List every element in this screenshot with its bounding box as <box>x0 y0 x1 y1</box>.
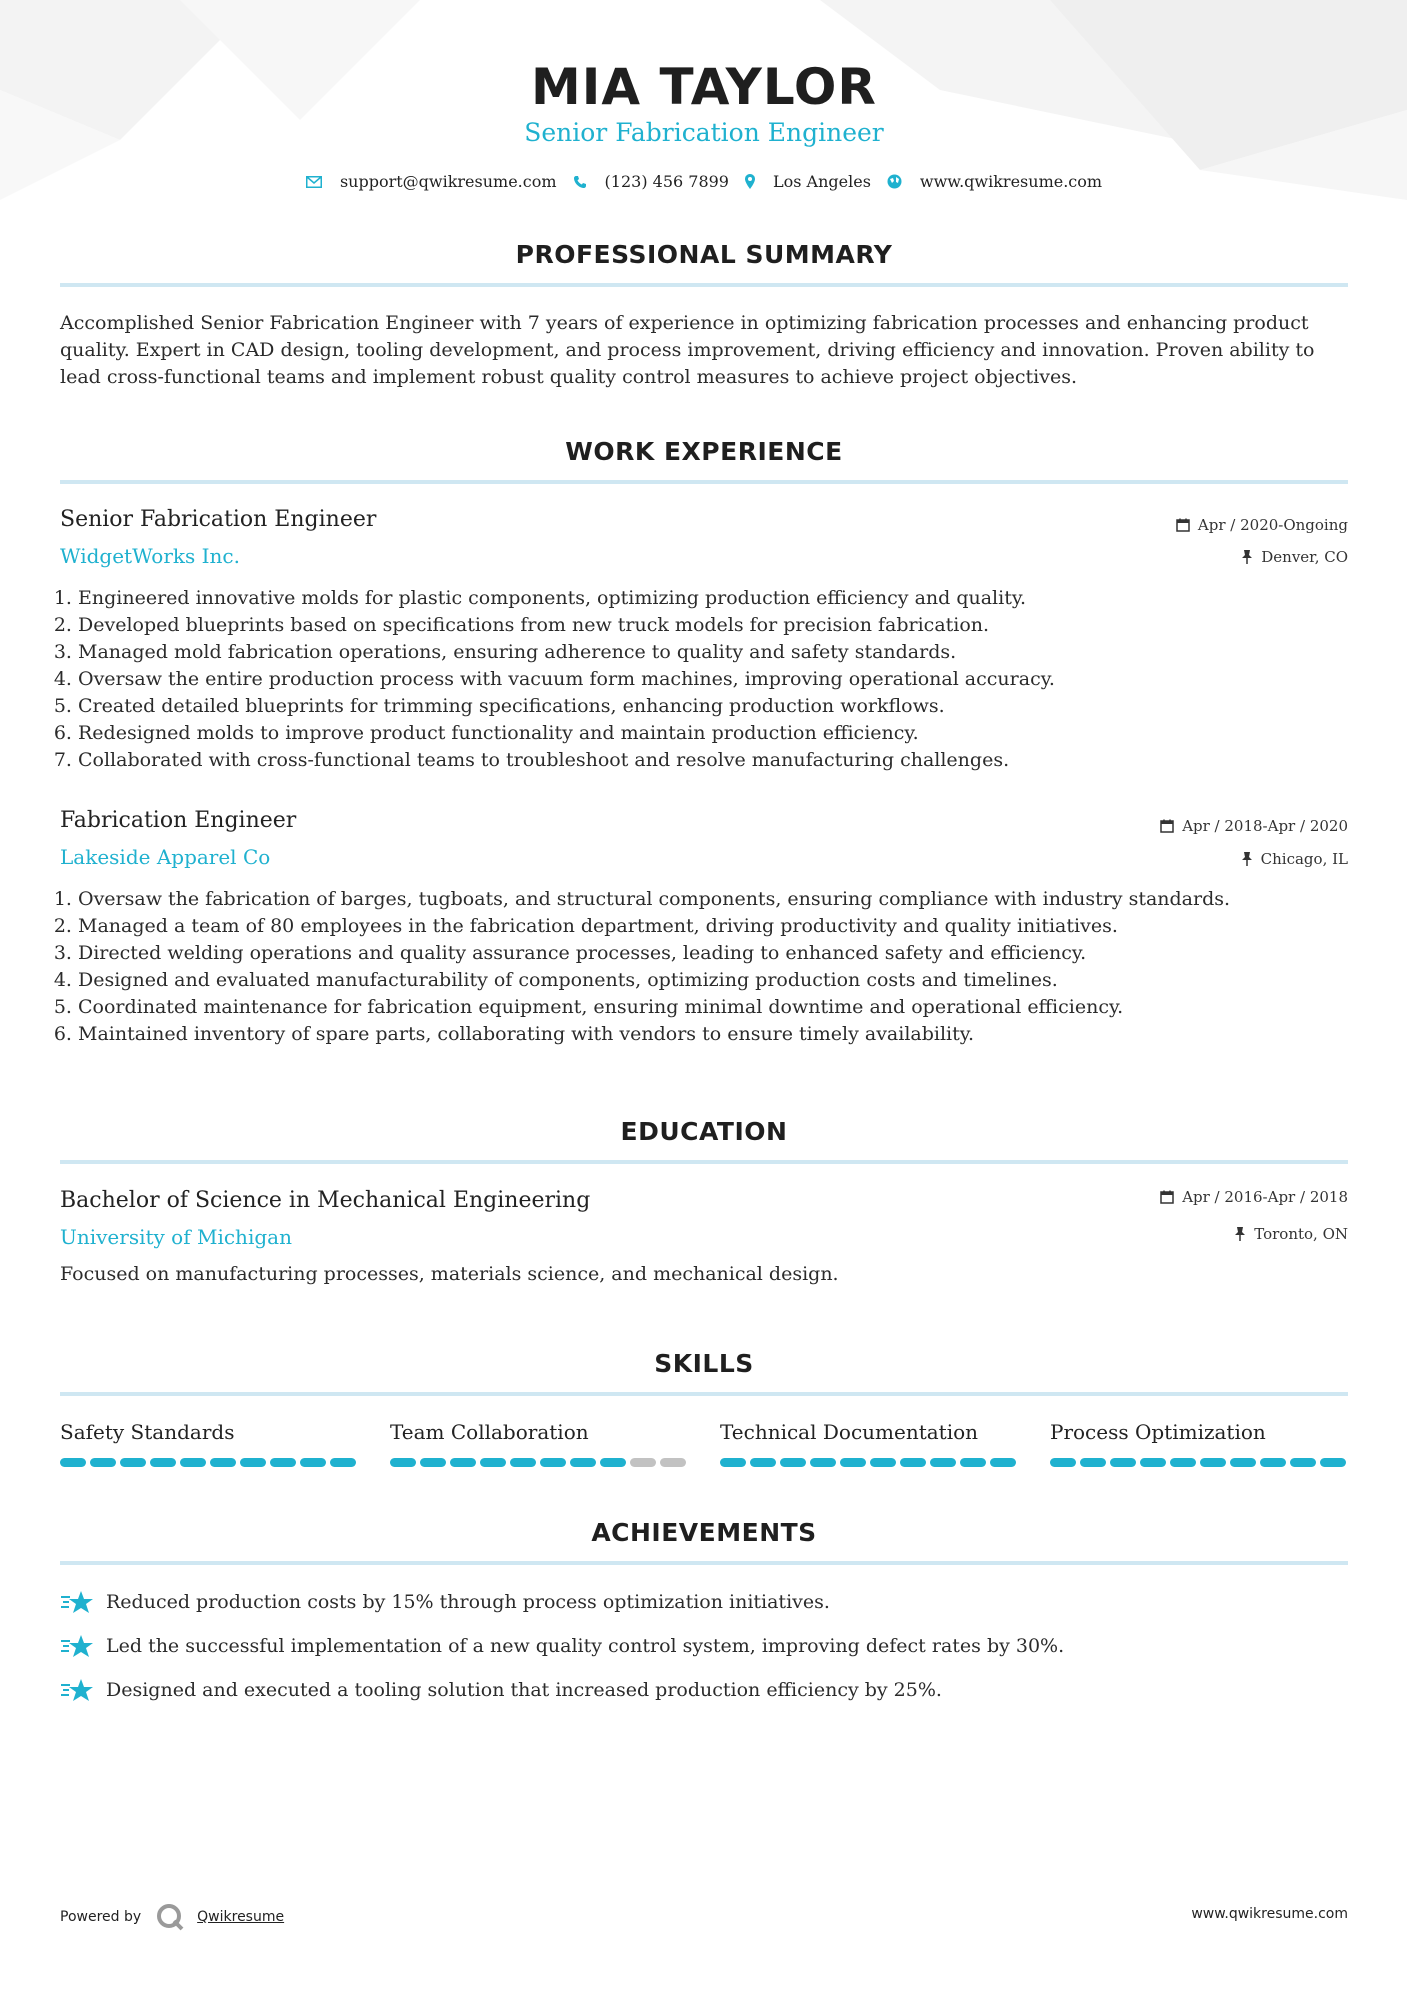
job-dates-text: Apr / 2020-Ongoing <box>1197 516 1348 534</box>
achievement-text: Reduced production costs by 15% through process optimization initiatives. <box>106 1591 830 1613</box>
job-bullet: 5. Coordinated maintenance for fabrication equipment, ensuring minimal downtime and operational efficiency. <box>78 994 1366 1021</box>
job-bullet: 7. Collaborated with cross-functional teams to troubleshoot and resolve manufacturing challenges. <box>78 747 1366 774</box>
skill-rating-dot-filled <box>750 1458 776 1467</box>
achievement-item <box>60 1589 830 1615</box>
job-bullet: 4. Designed and evaluated manufacturability of components, optimizing production costs and timelines. <box>78 967 1366 994</box>
job-bullet: 6. Redesigned molds to improve product functionality and maintain production efficiency. <box>78 720 1366 747</box>
skill-rating-dot-filled <box>210 1458 236 1467</box>
summary-heading: PROFESSIONAL SUMMARY <box>515 240 893 269</box>
map-pin-icon <box>745 174 755 189</box>
job-bullet: 4. Oversaw the entire production process with vacuum form machines, improving operational accuracy. <box>78 666 1366 693</box>
achievement-text: Designed and executed a tooling solution that increased production efficiency by 25%. <box>106 1679 942 1701</box>
job-location-text: Chicago, IL <box>1260 850 1348 868</box>
achievement-item <box>60 1633 1064 1659</box>
skill-rating <box>1050 1458 1350 1467</box>
skill-rating-dot-filled <box>150 1458 176 1467</box>
job-bullets <box>60 886 1366 1048</box>
phone-text: (123) 456 7899 <box>604 172 729 191</box>
education-school[interactable]: University of Michigan <box>60 1225 292 1249</box>
work-divider <box>60 480 1348 484</box>
contact-bar <box>60 172 1348 191</box>
skill-rating-dot-filled <box>1200 1458 1226 1467</box>
email-text: support@qwikresume.com <box>339 172 557 191</box>
skill-name: Safety Standards <box>60 1420 235 1444</box>
powered-by-label: Powered by <box>60 1909 142 1925</box>
job-location <box>1241 850 1348 868</box>
skill-rating-dot-filled <box>330 1458 356 1467</box>
achievement-text: Led the successful implementation of a new quality control system, improving defect rates by 30%. <box>106 1635 1065 1657</box>
skill-rating-dot-filled <box>720 1458 746 1467</box>
skill-rating-dot-filled <box>960 1458 986 1467</box>
job-bullet: 3. Managed mold fabrication operations, ensuring adherence to quality and safety standards. <box>78 639 1366 666</box>
calendar-icon <box>1160 1190 1174 1204</box>
pushpin-icon <box>1241 550 1253 564</box>
skill-item <box>390 1420 690 1467</box>
skill-rating <box>720 1458 1020 1467</box>
education-location <box>1234 1225 1348 1243</box>
education-degree: Bachelor of Science in Mechanical Engineering <box>60 1188 591 1213</box>
skill-rating-dot-filled <box>1290 1458 1316 1467</box>
education-description: Focused on manufacturing processes, materials science, and mechanical design. <box>60 1263 839 1285</box>
skill-rating-dot-filled <box>1260 1458 1286 1467</box>
skill-rating-dot-filled <box>120 1458 146 1467</box>
qwikresume-logo-icon <box>155 1902 185 1932</box>
job-location <box>1241 548 1348 566</box>
education-dates-text: Apr / 2016-Apr / 2018 <box>1182 1188 1348 1206</box>
skill-rating-dot-filled <box>1230 1458 1256 1467</box>
summary-divider <box>60 283 1348 287</box>
skill-rating-dot-filled <box>60 1458 86 1467</box>
contact-email[interactable] <box>306 172 557 191</box>
skill-rating-dot-filled <box>1080 1458 1106 1467</box>
summary-text: Accomplished Senior Fabrication Engineer with 7 years of experience in optimizing fabrication processes and enhancing product quality. Expert in CAD design, tooling development, and process improvement, driving efficiency and innovation. Proven ability to lead cross-functional teams and implement robust quality control measures to achieve project objectives. <box>60 312 1315 388</box>
achievements-divider <box>60 1561 1348 1565</box>
skill-rating-dot-filled <box>270 1458 296 1467</box>
skill-rating-dot-filled <box>570 1458 596 1467</box>
skill-rating-dot-filled <box>810 1458 836 1467</box>
skill-rating-dot-filled <box>1320 1458 1346 1467</box>
contact-phone[interactable] <box>573 172 729 191</box>
skill-rating-dot-filled <box>420 1458 446 1467</box>
skill-name: Process Optimization <box>1050 1420 1266 1444</box>
skills-heading: SKILLS <box>654 1349 754 1378</box>
skill-rating-dot-empty <box>660 1458 686 1467</box>
job-dates <box>1160 817 1348 835</box>
star-icon <box>60 1677 94 1703</box>
skill-name: Technical Documentation <box>720 1420 979 1444</box>
education-heading: EDUCATION <box>620 1117 788 1146</box>
achievement-item <box>60 1677 942 1703</box>
job-bullets <box>60 585 1366 774</box>
star-icon <box>60 1589 94 1615</box>
contact-website[interactable] <box>887 172 1102 191</box>
skill-rating-dot-filled <box>900 1458 926 1467</box>
job-dates <box>1176 516 1348 534</box>
website-text: www.qwikresume.com <box>919 172 1103 191</box>
job-company[interactable]: Lakeside Apparel Co <box>60 845 271 869</box>
job-title: Senior Fabrication Engineer <box>60 507 377 532</box>
skill-rating-dot-filled <box>1110 1458 1136 1467</box>
skill-rating-dot-empty <box>630 1458 656 1467</box>
skill-rating-dot-filled <box>540 1458 566 1467</box>
education-divider <box>60 1160 1348 1164</box>
education-dates <box>1160 1188 1348 1206</box>
candidate-name: MIA TAYLOR <box>531 58 877 116</box>
job-dates-text: Apr / 2018-Apr / 2020 <box>1182 817 1348 835</box>
job-bullet: 2. Developed blueprints based on specifications from new truck models for precision fabrication. <box>78 612 1366 639</box>
calendar-icon <box>1160 819 1174 833</box>
skill-rating-dot-filled <box>780 1458 806 1467</box>
footer-powered-by <box>60 1902 284 1932</box>
job-bullet: 2. Managed a team of 80 employees in the fabrication department, driving productivity and quality initiatives. <box>78 913 1366 940</box>
globe-icon <box>887 174 902 189</box>
skill-rating-dot-filled <box>390 1458 416 1467</box>
skill-rating-dot-filled <box>450 1458 476 1467</box>
skill-rating-dot-filled <box>300 1458 326 1467</box>
calendar-icon <box>1176 518 1190 532</box>
skill-rating-dot-filled <box>840 1458 866 1467</box>
skill-rating-dot-filled <box>870 1458 896 1467</box>
skills-divider <box>60 1392 1348 1396</box>
location-text: Los Angeles <box>772 172 871 191</box>
job-location-text: Denver, CO <box>1261 548 1348 566</box>
job-bullet: 3. Directed welding operations and quality assurance processes, leading to enhanced safety and efficiency. <box>78 940 1366 967</box>
job-bullet: 5. Created detailed blueprints for trimming specifications, enhancing production workflows. <box>78 693 1366 720</box>
job-bullet: 6. Maintained inventory of spare parts, collaborating with vendors to ensure timely availability. <box>78 1021 1366 1048</box>
pushpin-icon <box>1241 852 1253 866</box>
skill-rating-dot-filled <box>180 1458 206 1467</box>
job-bullet: 1. Oversaw the fabrication of barges, tugboats, and structural components, ensuring compliance with industry standards. <box>78 886 1366 913</box>
skill-name: Team Collaboration <box>390 1420 589 1444</box>
skill-rating-dot-filled <box>510 1458 536 1467</box>
phone-icon <box>573 175 587 189</box>
footer-website[interactable]: www.qwikresume.com <box>1191 1906 1348 1922</box>
skill-rating-dot-filled <box>1050 1458 1076 1467</box>
contact-location <box>745 172 871 191</box>
job-title: Fabrication Engineer <box>60 808 297 833</box>
skill-item <box>1050 1420 1350 1467</box>
skill-rating-dot-filled <box>990 1458 1016 1467</box>
skill-item <box>720 1420 1020 1467</box>
work-heading: WORK EXPERIENCE <box>565 437 843 466</box>
envelope-icon <box>306 176 322 188</box>
skill-rating-dot-filled <box>240 1458 266 1467</box>
skill-rating <box>60 1458 360 1467</box>
skill-rating <box>390 1458 690 1467</box>
job-company[interactable]: WidgetWorks Inc. <box>60 544 240 568</box>
achievements-heading: ACHIEVEMENTS <box>591 1518 817 1547</box>
skill-item <box>60 1420 360 1467</box>
skill-rating-dot-filled <box>930 1458 956 1467</box>
education-location-text: Toronto, ON <box>1254 1225 1348 1243</box>
pushpin-icon <box>1234 1227 1246 1241</box>
skill-rating-dot-filled <box>1170 1458 1196 1467</box>
candidate-role: Senior Fabrication Engineer <box>524 118 884 147</box>
skill-rating-dot-filled <box>90 1458 116 1467</box>
skill-rating-dot-filled <box>1140 1458 1166 1467</box>
qwikresume-link[interactable]: Qwikresume <box>197 1909 285 1925</box>
job-bullet: 1. Engineered innovative molds for plastic components, optimizing production efficiency and quality. <box>78 585 1366 612</box>
star-icon <box>60 1633 94 1659</box>
skill-rating-dot-filled <box>600 1458 626 1467</box>
skill-rating-dot-filled <box>480 1458 506 1467</box>
